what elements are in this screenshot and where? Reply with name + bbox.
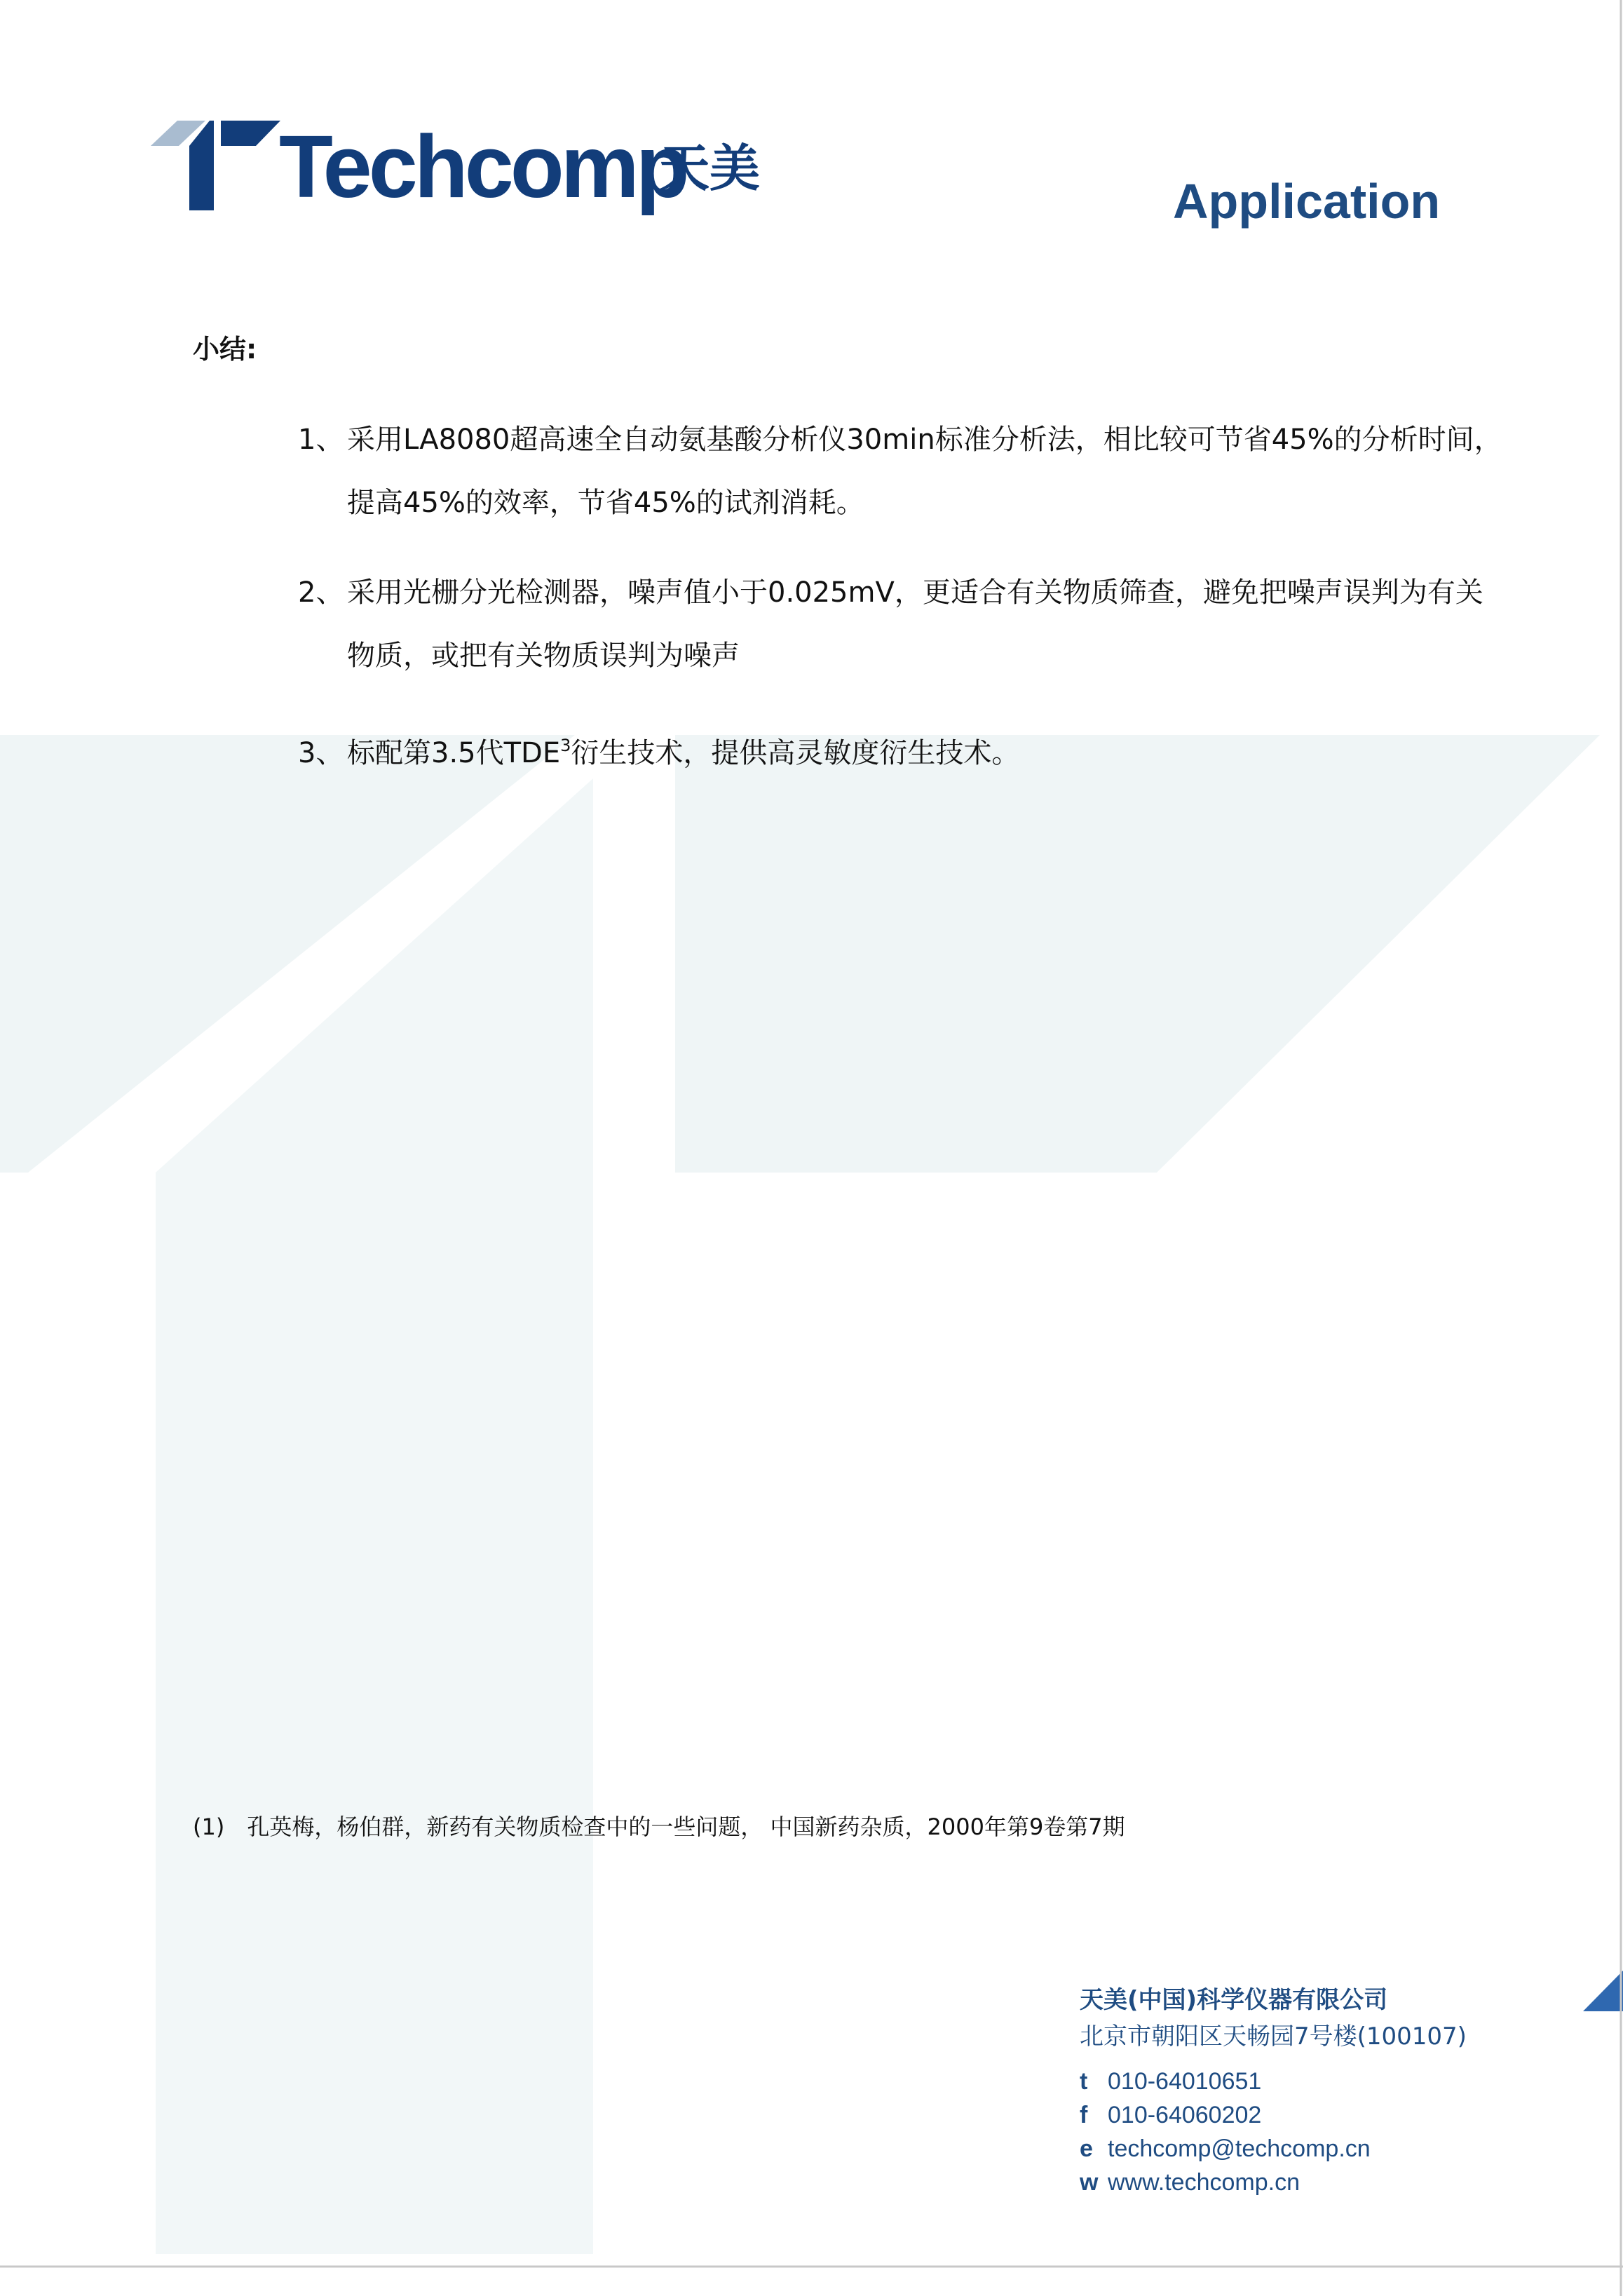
item-text-continued: 物质，或把有关物质误判为噪声 xyxy=(347,640,740,672)
item-number: 2、 xyxy=(298,576,344,609)
corner-triangle xyxy=(1583,1971,1623,2011)
contact-email: e techcomp@techcomp.cn xyxy=(1080,2135,1371,2162)
item-number: 3、 xyxy=(298,737,344,769)
item-text: 采用LA8080超高速全自动氨基酸分析仪30min标准分析法，相比较可节省45%的分析时间， xyxy=(347,424,1502,456)
logo-chinese: 天美 xyxy=(659,139,761,198)
document-category: Application xyxy=(1173,174,1441,229)
item-number: 1、 xyxy=(298,424,344,456)
summary-heading: 小结: xyxy=(193,334,257,365)
item-text-end: 衍生技术，提供高灵敏度衍生技术。 xyxy=(571,737,1020,769)
summary-item-3 xyxy=(298,714,1539,785)
item-text-continued: 提高45%的效率，节省45%的试剂消耗。 xyxy=(347,487,864,519)
item-text: 标配第3.5代TDE xyxy=(347,737,561,769)
item-text: 采用光栅分光检测器，噪声值小于0.025mV，更适合有关物质筛查，避免把噪声误判为有关 xyxy=(347,576,1483,609)
reference-note: (1) 孔英梅，杨伯群，新药有关物质检查中的一些问题， 中国新药杂质，2000年第9卷第7期 xyxy=(193,1814,1125,1840)
contact-website: w www.techcomp.cn xyxy=(1080,2169,1300,2196)
summary-item-1 xyxy=(298,408,1539,534)
company-address: 北京市朝阳区天畅园7号楼(100107) xyxy=(1080,2022,1467,2051)
contact-phone: t 010-64010651 xyxy=(1080,2068,1262,2095)
superscript: 3 xyxy=(560,736,571,755)
logo-text: Techcomp xyxy=(279,117,686,216)
techcomp-logo-icon xyxy=(151,121,284,210)
company-footer xyxy=(1080,1982,1467,2199)
summary-item-2 xyxy=(298,561,1539,687)
contact-fax: f 010-64060202 xyxy=(1080,2102,1262,2128)
company-name: 天美(中国)科学仪器有限公司 xyxy=(1080,1986,1388,2014)
